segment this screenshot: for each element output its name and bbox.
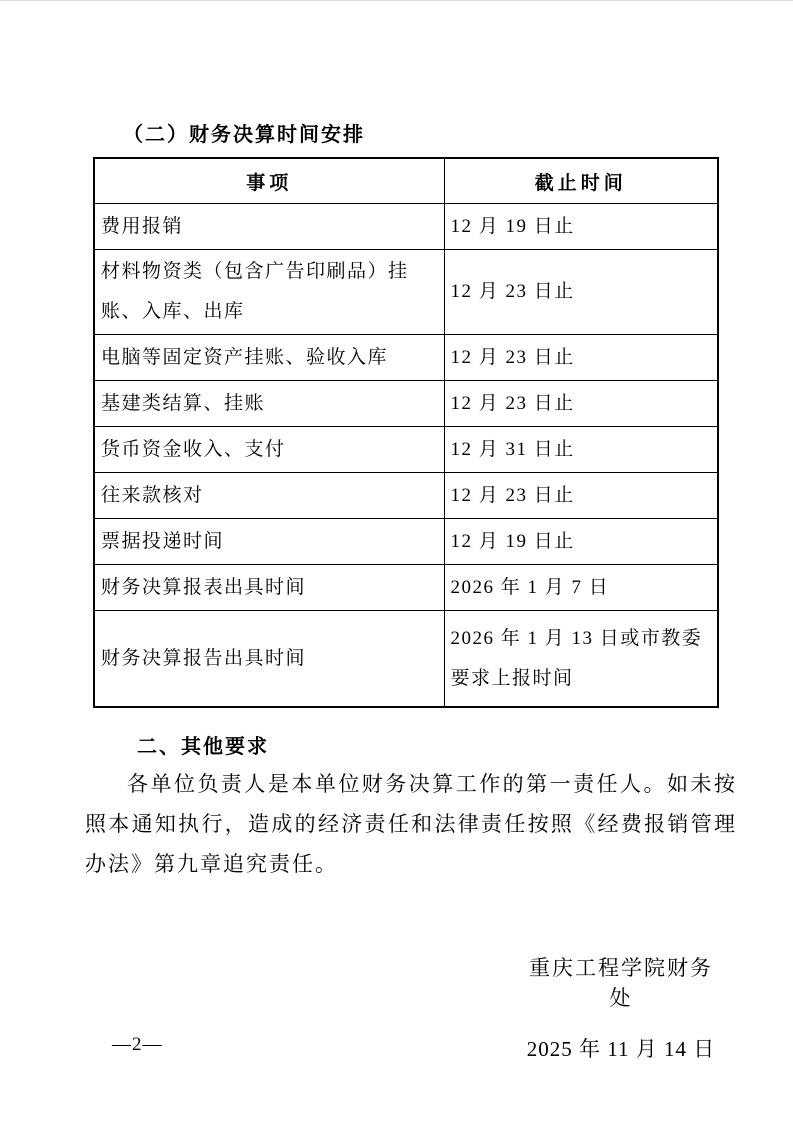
- table-row: [94, 335, 718, 381]
- deadline-cell: 12 月 19 日止: [444, 204, 718, 250]
- signature-block: [521, 952, 721, 1063]
- item-cell: 材料物资类（包含广告印刷品）挂账、入库、出库: [94, 250, 444, 335]
- section-heading-settlement-schedule: （二）财务决算时间安排: [123, 124, 365, 146]
- signer-name: 重庆工程学院财务处: [529, 956, 713, 1010]
- table-header-row: [94, 158, 718, 204]
- table-row: [94, 611, 718, 708]
- deadline-cell: 12 月 23 日止: [444, 335, 718, 381]
- item-cell: 财务决算报告出具时间: [94, 611, 444, 708]
- deadline-cell: 12 月 23 日止: [444, 250, 718, 335]
- table-row: [94, 204, 718, 250]
- item-cell: 财务决算报表出具时间: [94, 565, 444, 611]
- deadline-cell: 2026 年 1 月 13 日或市教委要求上报时间: [444, 611, 718, 708]
- table-row: [94, 250, 718, 335]
- deadline-cell: 12 月 19 日止: [444, 519, 718, 565]
- section-heading-other-requirements: 二、其他要求: [137, 736, 269, 758]
- item-cell: 票据投递时间: [94, 519, 444, 565]
- table-row: [94, 565, 718, 611]
- responsibility-paragraph: 各单位负责人是本单位财务决算工作的第一责任人。如未按照本通知执行，造成的经济责任和法律责任按照《经费报销管理办法》第九章追究责任。: [85, 772, 737, 876]
- deadline-cell: 12 月 31 日止: [444, 427, 718, 473]
- table-row: [94, 381, 718, 427]
- sign-date: 2025 年 11 月 14 日: [526, 1037, 716, 1061]
- item-cell: 电脑等固定资产挂账、验收入库: [94, 335, 444, 381]
- column-header-item: 事项: [94, 158, 444, 204]
- item-cell: 费用报销: [94, 204, 444, 250]
- page-number: —2—: [112, 1034, 163, 1055]
- settlement-schedule-table: [93, 157, 719, 708]
- table-row: [94, 519, 718, 565]
- item-cell: 往来款核对: [94, 473, 444, 519]
- item-cell: 货币资金收入、支付: [94, 427, 444, 473]
- deadline-cell: 12 月 23 日止: [444, 381, 718, 427]
- table-row: [94, 427, 718, 473]
- column-header-deadline: 截止时间: [444, 158, 718, 204]
- deadline-cell: 12 月 23 日止: [444, 473, 718, 519]
- deadline-cell: 2026 年 1 月 7 日: [444, 565, 718, 611]
- table-row: [94, 473, 718, 519]
- item-cell: 基建类结算、挂账: [94, 381, 444, 427]
